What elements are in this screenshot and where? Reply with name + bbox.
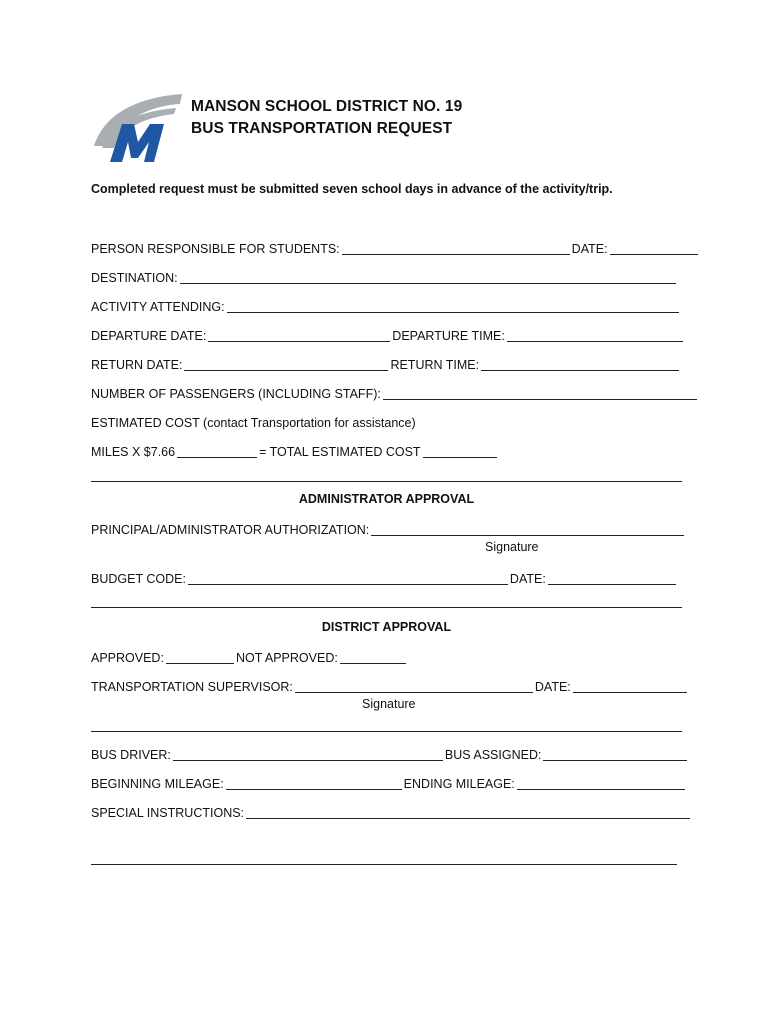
beginning-mileage-field[interactable] xyxy=(226,777,402,790)
admin-signature-caption: Signature xyxy=(485,540,539,554)
return-time-label: RETURN TIME: xyxy=(390,358,480,372)
person-responsible-label: PERSON RESPONSIBLE FOR STUDENTS: xyxy=(91,242,340,256)
section-divider-2 xyxy=(91,607,682,608)
district-name: MANSON SCHOOL DISTRICT NO. 19 xyxy=(191,98,463,115)
estimated-cost-label: ESTIMATED COST (contact Transportation for assistance) xyxy=(91,416,416,430)
submission-notice: Completed request must be submitted seven school days in advance of the activity/trip. xyxy=(91,182,613,196)
budget-code-field[interactable] xyxy=(188,572,508,585)
district-date-label: DATE: xyxy=(534,680,571,694)
admin-approval-heading: ADMINISTRATOR APPROVAL xyxy=(298,492,475,506)
miles-row xyxy=(91,443,499,459)
not-approved-label: NOT APPROVED: xyxy=(235,651,338,665)
special-instructions-field[interactable] xyxy=(246,806,690,819)
total-cost-field[interactable] xyxy=(423,445,497,458)
budget-code-label: BUDGET CODE: xyxy=(91,572,186,586)
authorization-row xyxy=(91,521,686,537)
departure-date-field[interactable] xyxy=(208,329,390,342)
departure-row xyxy=(91,327,685,343)
supervisor-row xyxy=(91,678,689,694)
activity-field[interactable] xyxy=(227,300,679,313)
admin-date-field[interactable] xyxy=(548,572,676,585)
supervisor-signature-field[interactable] xyxy=(295,680,533,693)
total-cost-label: = TOTAL ESTIMATED COST xyxy=(259,445,421,459)
admin-date-label: DATE: xyxy=(509,572,546,586)
section-divider-3 xyxy=(91,731,682,732)
approved-label: APPROVED: xyxy=(91,651,164,665)
district-date-field[interactable] xyxy=(573,680,687,693)
departure-time-label: DEPARTURE TIME: xyxy=(392,329,505,343)
authorization-label: PRINCIPAL/ADMINISTRATOR AUTHORIZATION: xyxy=(91,523,370,537)
estimated-cost-row xyxy=(91,414,416,430)
destination-label: DESTINATION: xyxy=(91,271,178,285)
return-date-field[interactable] xyxy=(184,358,388,371)
special-instructions-row xyxy=(91,804,692,820)
beginning-mileage-label: BEGINNING MILEAGE: xyxy=(91,777,224,791)
bus-driver-field[interactable] xyxy=(173,748,443,761)
person-responsible-row xyxy=(91,240,700,256)
bus-driver-row xyxy=(91,746,689,762)
approved-field[interactable] xyxy=(166,651,234,664)
supervisor-label: TRANSPORTATION SUPERVISOR: xyxy=(91,680,293,694)
district-logo xyxy=(88,90,184,166)
activity-row xyxy=(91,298,681,314)
departure-time-field[interactable] xyxy=(507,329,683,342)
budget-code-row xyxy=(91,570,678,586)
passengers-label: NUMBER OF PASSENGERS (INCLUDING STAFF): xyxy=(91,387,381,401)
bus-driver-label: BUS DRIVER: xyxy=(91,748,171,762)
return-time-field[interactable] xyxy=(481,358,679,371)
bus-assigned-label: BUS ASSIGNED: xyxy=(444,748,542,762)
destination-row xyxy=(91,269,678,285)
authorization-signature-field[interactable] xyxy=(371,523,684,536)
mileage-row xyxy=(91,775,687,791)
special-instructions-line-2[interactable] xyxy=(91,864,677,865)
miles-label: MILES X $7.66 xyxy=(91,445,176,459)
bus-assigned-field[interactable] xyxy=(543,748,687,761)
passengers-field[interactable] xyxy=(383,387,697,400)
departure-date-label: DEPARTURE DATE: xyxy=(91,329,207,343)
special-instructions-label: SPECIAL INSTRUCTIONS: xyxy=(91,806,245,820)
date-field[interactable] xyxy=(610,242,698,255)
district-signature-caption: Signature xyxy=(362,697,416,711)
destination-field[interactable] xyxy=(180,271,676,284)
date-label: DATE: xyxy=(571,242,608,256)
form-name: BUS TRANSPORTATION REQUEST xyxy=(191,120,453,137)
ending-mileage-label: ENDING MILEAGE: xyxy=(403,777,515,791)
approval-row xyxy=(91,649,408,665)
form-title xyxy=(191,96,462,140)
section-divider-1 xyxy=(91,481,682,482)
return-row xyxy=(91,356,681,372)
passengers-row xyxy=(91,385,699,401)
activity-label: ACTIVITY ATTENDING: xyxy=(91,300,225,314)
person-responsible-field[interactable] xyxy=(342,242,570,255)
district-approval-heading: DISTRICT APPROVAL xyxy=(321,620,452,634)
return-date-label: RETURN DATE: xyxy=(91,358,183,372)
miles-field[interactable] xyxy=(177,445,257,458)
ending-mileage-field[interactable] xyxy=(517,777,685,790)
not-approved-field[interactable] xyxy=(340,651,406,664)
